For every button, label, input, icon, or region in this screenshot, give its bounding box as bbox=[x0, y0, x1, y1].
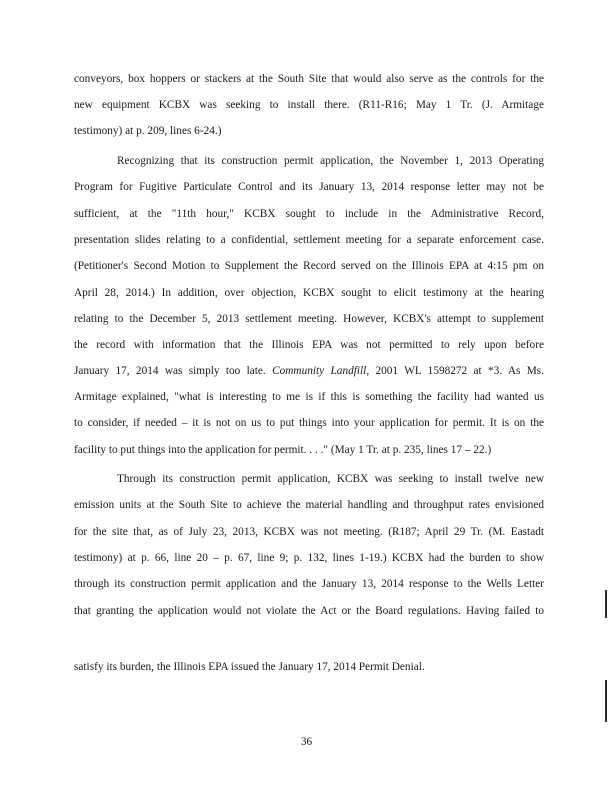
text-line: testimony) at p. 209, lines 6-24.) bbox=[74, 125, 222, 137]
text-span: January 17, 2014 was simply too late. bbox=[74, 365, 266, 377]
text-line: facility to put things into the application for permit. . . ." (May 1 Tr. at p. 235, lines 17 – 22.) bbox=[74, 444, 492, 456]
text-line: Through its construction permit application, KCBX was seeking to install twelve new bbox=[117, 473, 544, 485]
text-line: relating to the December 5, 2013 settlement meeting. However, KCBX's attempt to supplement bbox=[74, 313, 544, 325]
scan-artifact-mark bbox=[605, 680, 607, 722]
text-line: (Petitioner's Second Motion to Supplement the Record served on the Illinois EPA at 4:15 pm on bbox=[74, 260, 544, 272]
text-line: Recognizing that its construction permit application, the November 1, 2013 Operating bbox=[117, 155, 544, 167]
text-line: new equipment KCBX was seeking to install there. (R11-R16; May 1 Tr. (J. Armitage bbox=[74, 99, 544, 111]
page-number: 36 bbox=[300, 736, 313, 748]
text-line-with-citation bbox=[74, 364, 544, 378]
text-line: presentation slides relating to a confidential, settlement meeting for a separate enforcement case. bbox=[74, 234, 544, 246]
text-line: April 28, 2014.) In addition, over objection, KCBX sought to elicit testimony at the hearing bbox=[74, 287, 544, 299]
text-line: for the site that, as of July 23, 2013, KCBX was not meeting. (R187; April 29 Tr. (M. Eastadt bbox=[74, 526, 544, 538]
text-line: sufficient, at the "11th hour," KCBX sought to include in the Administrative Record, bbox=[74, 208, 544, 220]
text-line: satisfy its burden, the Illinois EPA issued the January 17, 2014 Permit Denial. bbox=[74, 661, 425, 673]
text-line: Program for Fugitive Particulate Control and its January 13, 2014 response letter may not be bbox=[74, 181, 544, 193]
text-line: Armitage explained, "what is interesting to me is if this is something the facility had wanted us bbox=[74, 391, 544, 403]
text-line: testimony) at p. 66, line 20 – p. 67, line 9; p. 132, lines 1-19.) KCBX had the burden to show bbox=[74, 552, 544, 564]
case-citation: Community Landfill bbox=[272, 365, 367, 377]
text-line: the record with information that the Illinois EPA was not permitted to rely upon before bbox=[74, 339, 544, 351]
text-line: through its construction permit application and the January 13, 2014 response to the Wells Letter bbox=[74, 578, 544, 590]
text-span: , 2001 WL 1598272 at *3. As Ms. bbox=[366, 365, 544, 377]
text-line: that granting the application would not violate the Act or the Board regulations. Having failed to bbox=[74, 605, 544, 617]
scan-artifact-mark bbox=[605, 590, 607, 618]
text-line: emission units at the South Site to achieve the material handling and throughput rates envisioned bbox=[74, 499, 544, 511]
text-line: conveyors, box hoppers or stackers at the South Site that would also serve as the controls for the bbox=[74, 73, 544, 85]
text-line: to consider, if needed – it is not on us to put things into your application for permit. It is on the bbox=[74, 417, 544, 429]
